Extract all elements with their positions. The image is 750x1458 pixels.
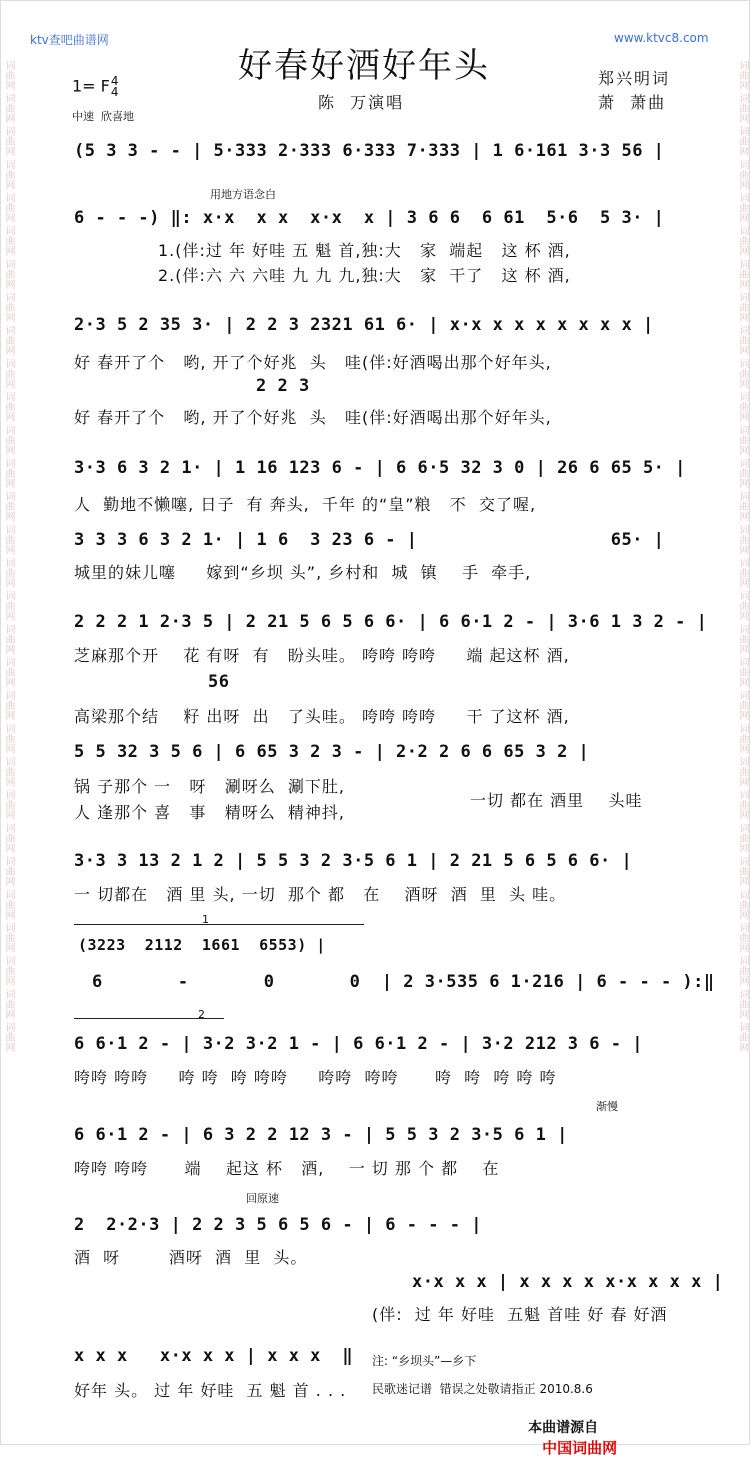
- source-label: 本曲谱源自: [528, 1420, 599, 1436]
- lyric-row-5-verse1: 芝麻那个开 花 有呀 有 盼头哇。 咵咵 咵咵 端 起这杯 酒,: [74, 646, 570, 665]
- tempo-marking: 中速 欣喜地: [72, 110, 134, 123]
- notation-row-6: 5 5 32 3 5 6 | 6 65 3 2 3 - | 2·2 2 6 6 65 3 2 |: [74, 742, 590, 762]
- lyric-row-7: 一 切都在 酒 里 头, 一切 那个 都 在 酒呀 酒 里 头 哇。: [74, 885, 567, 904]
- lyric-row-5-verse2: 高梁那个结 籽 出呀 出 了头哇。 咵咵 咵咵 干 了这杯 酒,: [74, 707, 570, 726]
- notation-row-8-lower: 6 - 0 0 | 2 3·535 6 1·216 | 6 - - - ):‖: [92, 972, 715, 992]
- singer: 陈 万演唱: [318, 93, 405, 112]
- a-tempo-annotation: 回原速: [246, 1192, 279, 1205]
- lyric-row-3: 人 勤地不懒噻, 日子 有 奔头, 千年 的“皇”粮 不 交了喔,: [74, 495, 537, 514]
- dialect-annotation: 用地方语念白: [210, 188, 276, 201]
- notation-row-13: x x x x·x x x | x x x ‖: [74, 1346, 354, 1366]
- lyric-row-9: 咵咵 咵咵 咵 咵 咵 咵咵 咵咵 咵咵 咵 咵 咵 咵 咵: [74, 1068, 557, 1087]
- volta-2-label: 2: [198, 1008, 205, 1021]
- lyric-row-2-verse2: 好 春开了个 哟, 开了个好兆 头 哇(伴:好酒喝出那个好年头,: [74, 408, 552, 427]
- key-signature: [72, 76, 119, 98]
- notation-row-2: 2·3 5 2 35 3· | 2 2 3 2321 61 6· | x·x x x x x x x x |: [74, 315, 654, 335]
- composer: 萧 萧曲: [598, 93, 667, 112]
- notation-row-11: 2 2·2·3 | 2 2 3 5 6 5 6 - | 6 - - - |: [74, 1215, 482, 1235]
- volta-1-label: 1: [202, 913, 209, 926]
- lyric-row-4: 城里的妹儿噻 嫁到“乡坝 头”, 乡村和 城 镇 手 牵手,: [74, 563, 532, 582]
- notation-row-5: 2 2 2 1 2·3 5 | 2 21 5 6 5 6 6· | 6 6·1 2 - | 3·6 1 3 2 - |: [74, 612, 708, 632]
- notation-row-1: 6 - - -) ‖: x·x x x x·x x | 3 6 6 6 61 5·6 5 3· |: [74, 208, 665, 228]
- notation-row-8-upper: (3223 2112 1661 6553) |: [78, 936, 326, 954]
- notation-row-4: 3 3 3 6 3 2 1· | 1 6 3 23 6 - | 65· |: [74, 530, 665, 550]
- notation-row-3: 3·3 6 3 2 1· | 1 16 123 6 - | 6 6·5 32 3 0 | 26 6 65 5· |: [74, 458, 686, 478]
- ritardando-annotation: 渐慢: [596, 1100, 618, 1113]
- site-link-right[interactable]: www.ktvc8.com: [614, 31, 709, 45]
- lyric-row-13: 好年 头。 过 年 好哇 五 魁 首 . . .: [74, 1381, 347, 1400]
- source-site-link[interactable]: 中国词曲网: [542, 1439, 618, 1457]
- watermark-right: 词曲网 词曲网 词曲网 词曲网 词曲网 词曲网 词曲网 词曲网 词曲网 词曲网 词曲网 词曲网 词曲网 词曲网 词曲网 词曲网 词曲网 词曲网 词曲网 词曲网 词曲网 词曲网 词曲网 词曲网 词曲网 词曲网 词曲网 词曲网 词曲网 词曲网: [737, 60, 748, 1053]
- lyric-row-1-verse1: 1.(伴:过 年 好哇 五 魁 首,独:大 家 端起 这 杯 酒,: [158, 241, 571, 260]
- lyric-row-6-aside: 一切 都在 酒里 头哇: [470, 791, 643, 810]
- footnote: 注: “乡坝头”—乡下: [372, 1354, 477, 1368]
- song-title: 好春好酒好年头: [238, 46, 490, 86]
- notation-row-7: 3·3 3 13 2 1 2 | 5 5 3 2 3·5 6 1 | 2 21 5 6 5 6 6· |: [74, 851, 633, 871]
- transcriber-credit: 民歌迷记谱 错误之处敬请指正 2010.8.6: [372, 1382, 593, 1396]
- notation-row-5-alt: 56: [208, 672, 230, 692]
- key-label: 1= F: [72, 76, 110, 96]
- lyric-row-1-verse2: 2.(伴:六 六 六哇 九 九 九,独:大 家 干了 这 杯 酒,: [158, 266, 571, 285]
- lyricist: 郑兴明词: [598, 69, 671, 88]
- lyric-row-2-verse1: 好 春开了个 哟, 开了个好兆 头 哇(伴:好酒喝出那个好年头,: [74, 353, 552, 372]
- notation-row-0: (5 3 3 - - | 5·333 2·333 6·333 7·333 | 1 6·161 3·3 56 |: [74, 141, 665, 161]
- notation-row-9: 6 6·1 2 - | 3·2 3·2 1 - | 6 6·1 2 - | 3·2 212 3 6 - |: [74, 1034, 643, 1054]
- lyric-row-11: 酒 呀 酒呀 酒 里 头。: [74, 1248, 308, 1267]
- notation-row-12: x·x x x | x x x x x·x x x x |: [412, 1272, 724, 1292]
- notation-row-10: 6 6·1 2 - | 6 3 2 2 12 3 - | 5 5 3 2 3·5 6 1 |: [74, 1125, 568, 1145]
- time-top: 4: [110, 74, 119, 88]
- site-link-left[interactable]: ktv查吧曲谱网: [30, 33, 109, 47]
- time-signature: [111, 76, 119, 98]
- notation-row-2-alt: 2 2 3: [256, 376, 310, 396]
- source-attribution: [518, 1398, 617, 1458]
- lyric-row-12: (伴: 过 年 好哇 五魁 首哇 好 春 好酒: [372, 1305, 668, 1324]
- lyric-row-6-verse1: 锅 子那个 一 呀 涮呀么 涮下肚,: [74, 777, 345, 796]
- lyric-row-6-verse2: 人 逢那个 喜 事 精呀么 精神抖,: [74, 803, 345, 822]
- lyric-row-10: 咵咵 咵咵 端 起这 杯 酒, 一 切 那 个 都 在: [74, 1159, 500, 1178]
- time-bottom: 4: [110, 85, 119, 99]
- volta-bracket-1: [74, 924, 364, 925]
- watermark-left: 词曲网 词曲网 词曲网 词曲网 词曲网 词曲网 词曲网 词曲网 词曲网 词曲网 词曲网 词曲网 词曲网 词曲网 词曲网 词曲网 词曲网 词曲网 词曲网 词曲网 词曲网 词曲网 词曲网 词曲网 词曲网 词曲网 词曲网 词曲网 词曲网 词曲网: [3, 60, 14, 1053]
